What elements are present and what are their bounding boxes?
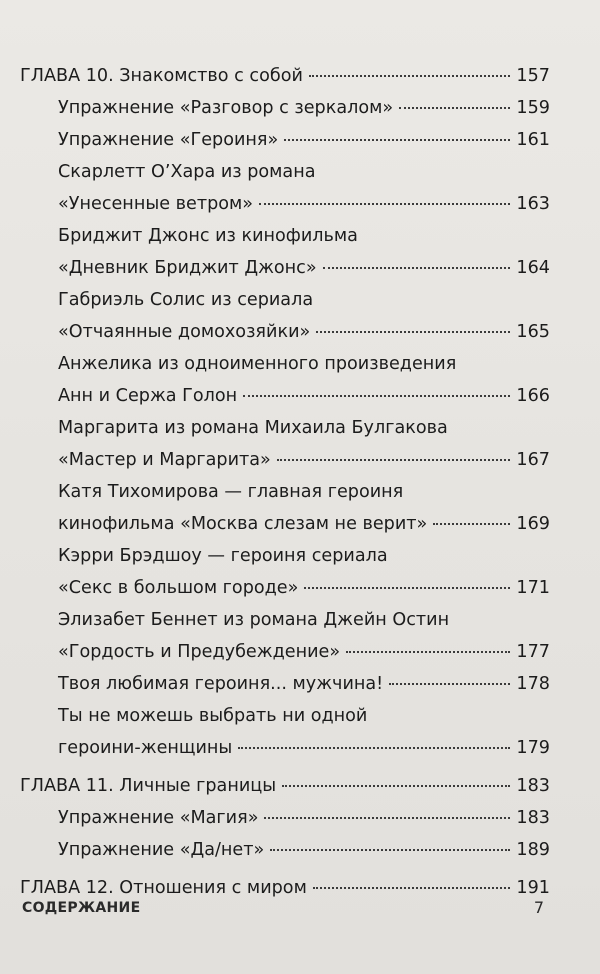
toc-item [20,802,550,834]
page-number: 159 [516,98,550,118]
dot-leader [284,138,510,141]
toc-chapter-10 [20,60,550,92]
toc-item [20,348,550,412]
item-title-line1: Ты не можешь выбрать ни одной [58,706,368,726]
toc-item [20,156,550,220]
dot-leader [313,886,511,889]
item-title: Упражнение «Разговор с зеркалом» [58,98,394,118]
page-number: 171 [516,578,550,598]
item-title: «Секс в большом городе» [58,578,299,598]
toc-chapter-11 [20,770,550,802]
item-title: кинофильма «Москва слезам не верит» [58,514,428,534]
page-number: 166 [516,386,550,406]
page-number: 161 [516,130,550,150]
toc-item [20,476,550,540]
dot-leader [433,522,510,525]
item-title-line1: Элизабет Беннет из романа Джейн Остин [58,610,450,630]
item-title: «Дневник Бриджит Джонс» [58,258,317,278]
page-number: 165 [516,322,550,342]
page-number: 183 [516,808,550,828]
dot-leader [264,816,510,819]
page-number: 157 [516,66,550,86]
item-title-line1: Катя Тихомирова — главная героиня [58,482,404,502]
item-title-line1: Кэрри Брэдшоу — героиня сериала [58,546,388,566]
page-number: 163 [516,194,550,214]
toc-item [20,92,550,124]
item-title: Анн и Сержа Голон [58,386,238,406]
dot-leader [304,586,510,589]
item-title-line1: Бриджит Джонс из кинофильма [58,226,358,246]
page-number: 179 [516,738,550,758]
page-number: 183 [516,776,550,796]
table-of-contents [20,56,550,904]
item-title: «Отчаянные домохозяйки» [58,322,311,342]
dot-leader [238,746,510,749]
page-number: 191 [516,878,550,898]
dot-leader [243,394,510,397]
item-title-line1: Маргарита из романа Михаила Булгакова [58,418,448,438]
item-title: Упражнение «Магия» [58,808,259,828]
dot-leader [316,330,510,333]
page-number: 177 [516,642,550,662]
toc-item [20,604,550,668]
item-title: Упражнение «Героиня» [58,130,279,150]
item-title-line1: Габриэль Солис из сериала [58,290,314,310]
toc-item [20,700,550,764]
dot-leader [259,202,510,205]
toc-item [20,412,550,476]
page-number: 167 [516,450,550,470]
dot-leader [270,848,510,851]
toc-item [20,284,550,348]
item-title: «Гордость и Предубеждение» [58,642,341,662]
page-number: 178 [516,674,550,694]
toc-item [20,834,550,866]
item-title: Упражнение «Да/нет» [58,840,265,860]
chapter-title: ГЛАВА 12. Отношения с миром [20,878,307,898]
dot-leader [399,106,510,109]
toc-item [20,668,550,700]
item-title-line1: Анжелика из одноименного произведения [58,354,457,374]
folio-page-number: 7 [533,898,544,917]
toc-item [20,220,550,284]
dot-leader [277,458,511,461]
item-title: Твоя любимая героиня... мужчина! [58,674,384,694]
dot-leader [282,784,510,787]
item-title: «Унесенные ветром» [58,194,254,214]
toc-item [20,540,550,604]
page-number: 189 [516,840,550,860]
dot-leader [389,682,510,685]
dot-leader [346,650,510,653]
toc-item [20,124,550,156]
dot-leader [323,266,511,269]
chapter-title: ГЛАВА 11. Личные границы [20,776,277,796]
page-number: 169 [516,514,550,534]
chapter-title: ГЛАВА 10. Знакомство с собой [20,66,303,86]
page-number: 164 [516,258,550,278]
running-footer-section: СОДЕРЖАНИЕ [22,900,141,916]
item-title: «Мастер и Маргарита» [58,450,271,470]
item-title: героини-женщины [58,738,233,758]
dot-leader [309,74,511,77]
item-title-line1: Скарлетт О’Хара из романа [58,162,316,182]
